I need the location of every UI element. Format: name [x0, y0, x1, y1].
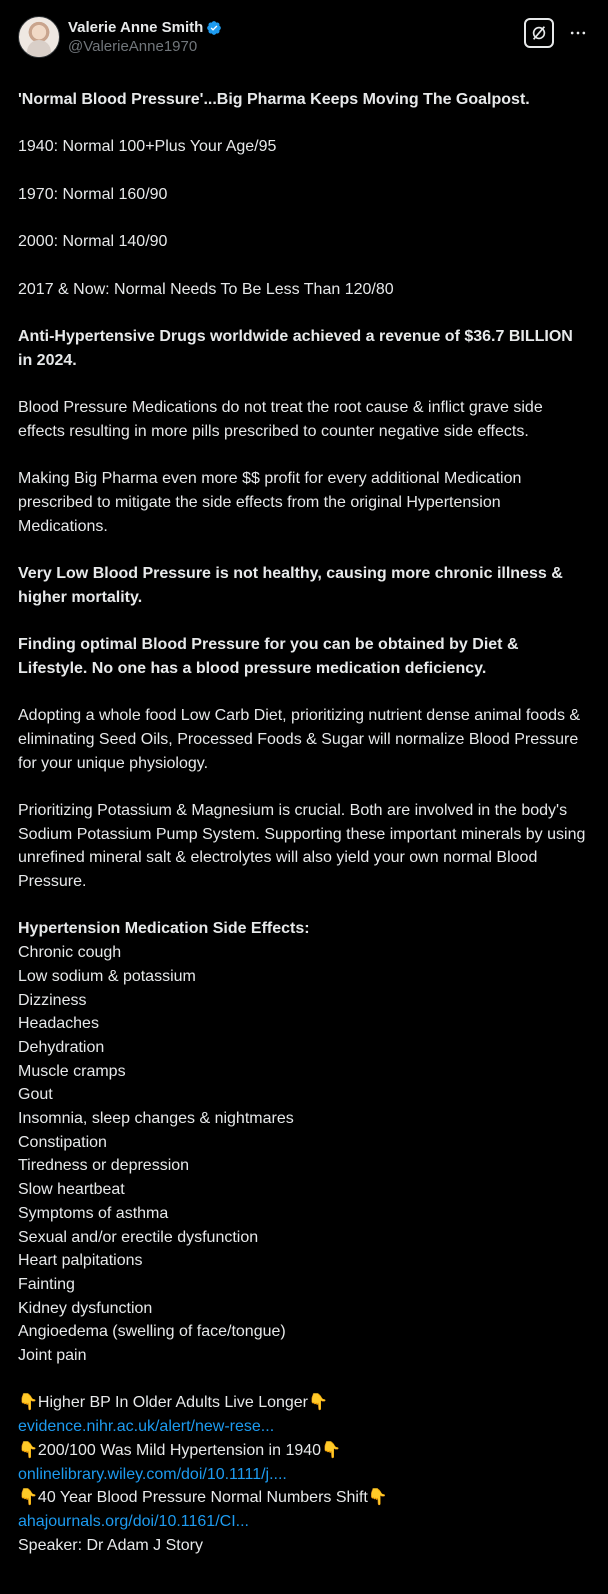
grok-button[interactable] — [524, 18, 554, 48]
side-effect-item: Slow heartbeat — [18, 1181, 125, 1199]
reference-3 — [18, 1486, 590, 1510]
diet-paragraph: Adopting a whole food Low Carb Diet, prioritizing nutrient dense animal foods & eliminating Seed Oils, Processed Foods & Sugar will normalize Blood Pressure for your unique physiology. — [18, 707, 581, 772]
timeline-2000: 2000: Normal 140/90 — [18, 233, 168, 251]
side-effect-item: Insomnia, sleep changes & nightmares — [18, 1110, 294, 1128]
verified-badge-icon — [206, 20, 222, 36]
reference-1 — [18, 1391, 590, 1415]
more-icon — [568, 23, 588, 43]
side-effect-item: Fainting — [18, 1275, 75, 1293]
pointing-down-icon: 👇 — [18, 1441, 38, 1459]
user-handle[interactable]: @ValerieAnne1970 — [68, 38, 198, 55]
side-effect-item: Symptoms of asthma — [18, 1204, 169, 1222]
side-effect-item: Heart palpitations — [18, 1252, 143, 1270]
reference-1-link[interactable]: evidence.nihr.ac.uk/alert/new-rese... — [18, 1418, 275, 1436]
minerals-paragraph: Prioritizing Potassium & Magnesium is crucial. Both are involved in the body's Sodium Potassium Pump System. Supporting these important minerals by using unrefined mineral salt & electrolytes will also yield your own normal Blood Pressure. — [18, 801, 586, 891]
side-effect-item: Angioedema (swelling of face/tongue) — [18, 1323, 286, 1341]
reference-1-text: Higher BP In Older Adults Live Longer — [37, 1394, 309, 1412]
more-options-button[interactable] — [566, 21, 590, 45]
reference-2 — [18, 1439, 590, 1463]
side-effect-item: Headaches — [18, 1015, 99, 1033]
low-bp-paragraph: Very Low Blood Pressure is not healthy, causing more chronic illness & higher mortality. — [18, 564, 563, 606]
side-effect-item: Tiredness or depression — [18, 1157, 190, 1175]
optimal-paragraph: Finding optimal Blood Pressure for you can be obtained by Diet & Lifestyle. No one has a blood pressure medication deficiency. — [18, 636, 519, 677]
tweet-text — [18, 88, 590, 1557]
side-effect-item: Dehydration — [18, 1038, 105, 1056]
speaker-line: Speaker: Dr Adam J Story — [18, 1536, 203, 1554]
side-effect-item: Constipation — [18, 1133, 107, 1151]
reference-3-link[interactable]: ahajournals.org/doi/10.1161/CI... — [18, 1512, 249, 1530]
side-effect-item: Joint pain — [18, 1347, 87, 1365]
header-actions — [524, 18, 590, 48]
profit-paragraph: Making Big Pharma even more $$ profit for every additional Medication prescribed to mitigate the side effects from the original Hypertension Medications. — [18, 470, 522, 535]
revenue-paragraph: Anti-Hypertensive Drugs worldwide achieved a revenue of $36.7 BILLION in 2024. — [18, 327, 573, 369]
side-effect-item: Dizziness — [18, 991, 87, 1009]
avatar[interactable] — [18, 16, 60, 58]
pointing-down-icon: 👇 — [18, 1394, 38, 1412]
pointing-down-icon: 👇 — [18, 1489, 38, 1507]
side-effect-item: Gout — [18, 1086, 53, 1104]
timeline-1970: 1970: Normal 160/90 — [18, 185, 168, 203]
reference-2-text: 200/100 Was Mild Hypertension in 1940 — [37, 1441, 322, 1459]
name-row — [68, 18, 222, 37]
pointing-down-icon: 👇 — [321, 1441, 341, 1459]
timeline-2017: 2017 & Now: Normal Needs To Be Less Than 120/80 — [18, 280, 394, 298]
side-effect-item: Low sodium & potassium — [18, 967, 196, 985]
user-info — [68, 18, 222, 56]
pointing-down-icon: 👇 — [367, 1489, 388, 1507]
side-effect-item: Muscle cramps — [18, 1062, 126, 1080]
reference-2-link[interactable]: onlinelibrary.wiley.com/doi/10.1111/j.... — [18, 1465, 287, 1483]
reference-3-text: 40 Year Blood Pressure Normal Numbers Shift — [37, 1489, 368, 1507]
tweet-header — [18, 16, 590, 64]
side-effect-item: Chronic cough — [18, 944, 122, 962]
pointing-down-icon: 👇 — [308, 1394, 328, 1412]
display-name[interactable]: Valerie Anne Smith — [68, 19, 204, 36]
side-effect-item: Kidney dysfunction — [18, 1299, 153, 1317]
timeline-1940: 1940: Normal 100+Plus Your Age/95 — [18, 138, 277, 156]
side-effects-heading: Hypertension Medication Side Effects: — [18, 920, 310, 938]
grok-icon — [530, 24, 548, 42]
side-effect-item: Sexual and/or erectile dysfunction — [18, 1228, 259, 1246]
root-cause-paragraph: Blood Pressure Medications do not treat the root cause & inflict grave side effects resulting in more pills prescribed to counter negative side effects. — [18, 399, 543, 440]
post-title: 'Normal Blood Pressure'...Big Pharma Keeps Moving The Goalpost. — [18, 91, 530, 108]
